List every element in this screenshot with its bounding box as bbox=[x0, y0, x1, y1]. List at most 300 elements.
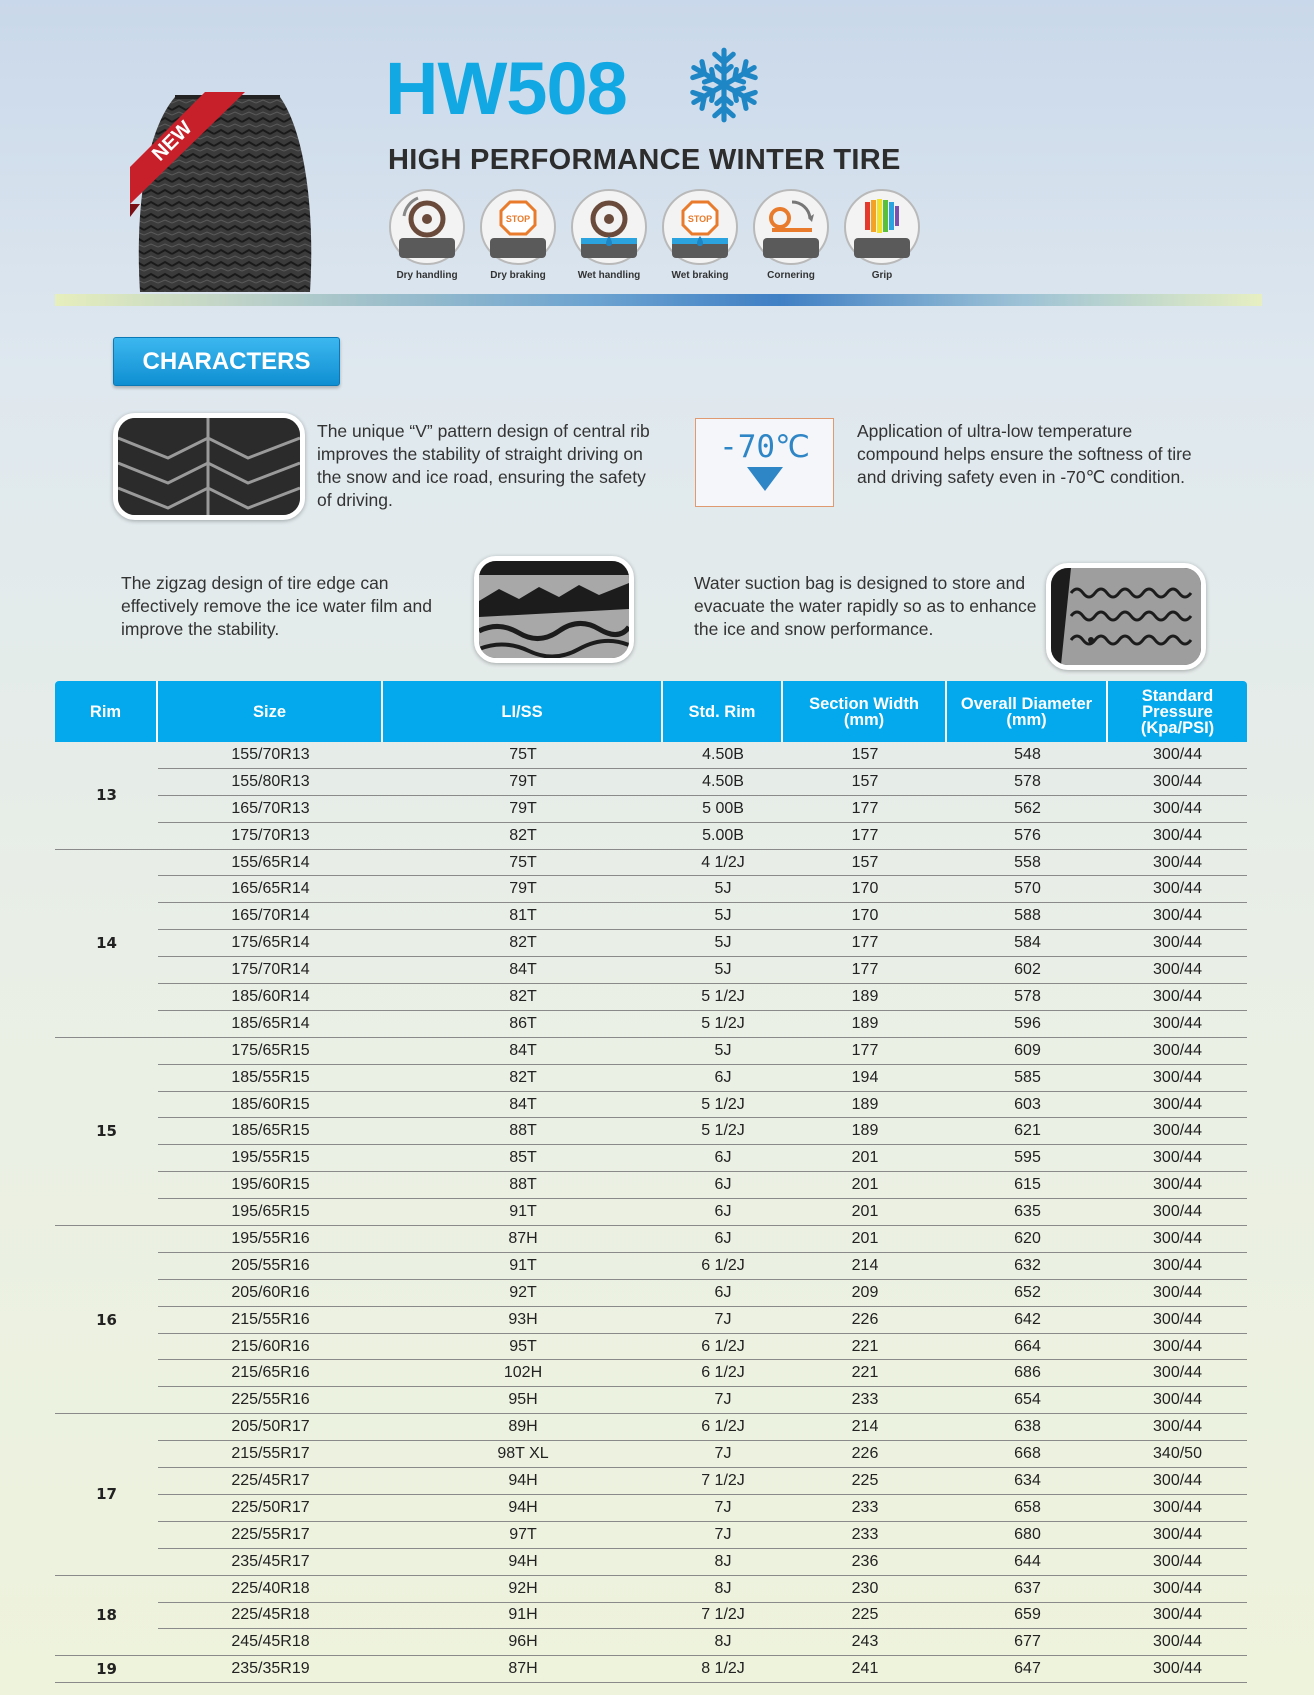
cell-std-rim: 6 1/2J bbox=[663, 1334, 783, 1361]
cell-standard-pressure: 300/44 bbox=[1108, 876, 1247, 903]
cell-li-ss: 84T bbox=[383, 957, 663, 984]
table-row bbox=[55, 1468, 1247, 1495]
cell-overall-diameter: 686 bbox=[947, 1360, 1108, 1387]
cell-size: 165/70R14 bbox=[158, 903, 383, 930]
cell-standard-pressure: 300/44 bbox=[1108, 1495, 1247, 1522]
cell-overall-diameter: 576 bbox=[947, 823, 1108, 850]
table-row bbox=[55, 796, 1247, 823]
cell-standard-pressure: 300/44 bbox=[1108, 796, 1247, 823]
feature-wet-braking bbox=[661, 188, 739, 281]
cell-overall-diameter: 584 bbox=[947, 930, 1108, 957]
cell-section-width: 177 bbox=[783, 930, 947, 957]
cell-standard-pressure: 300/44 bbox=[1108, 984, 1247, 1011]
feature-text-zigzag: The zigzag design of tire edge can effectively remove the ice water film and improve the stability. bbox=[121, 573, 432, 639]
feature-text-v-pattern: The unique “V” pattern design of central rib improves the stability of straight driving on the snow and ice road, ensuring the safety of driving. bbox=[317, 421, 650, 510]
cell-standard-pressure: 300/44 bbox=[1108, 1414, 1247, 1441]
table-row bbox=[55, 1414, 1247, 1441]
cell-standard-pressure: 300/44 bbox=[1108, 1360, 1247, 1387]
cell-std-rim: 5J bbox=[663, 1038, 783, 1065]
cell-overall-diameter: 652 bbox=[947, 1280, 1108, 1307]
cell-standard-pressure: 300/44 bbox=[1108, 742, 1247, 769]
cell-std-rim: 4.50B bbox=[663, 769, 783, 796]
cell-std-rim: 6 1/2J bbox=[663, 1414, 783, 1441]
cell-section-width: 189 bbox=[783, 1092, 947, 1119]
cell-li-ss: 98T XL bbox=[383, 1441, 663, 1468]
cell-size: 155/70R13 bbox=[158, 742, 383, 769]
cell-size: 205/50R17 bbox=[158, 1414, 383, 1441]
feature-label: Dry braking bbox=[490, 270, 546, 281]
column-header-standard-pressure: Standard Pressure (Kpa/PSI) bbox=[1108, 681, 1247, 742]
feature-cornering bbox=[752, 188, 830, 281]
cell-standard-pressure: 300/44 bbox=[1108, 823, 1247, 850]
cell-std-rim: 5 1/2J bbox=[663, 984, 783, 1011]
cell-std-rim: 7 1/2J bbox=[663, 1468, 783, 1495]
cell-size: 195/55R16 bbox=[158, 1226, 383, 1253]
cell-overall-diameter: 578 bbox=[947, 984, 1108, 1011]
cell-rim: 17 bbox=[55, 1414, 158, 1575]
cell-overall-diameter: 562 bbox=[947, 796, 1108, 823]
feature-label: Grip bbox=[871, 270, 893, 281]
cell-size: 185/55R15 bbox=[158, 1065, 383, 1092]
table-row bbox=[55, 1226, 1247, 1253]
table-row bbox=[55, 1603, 1247, 1630]
cell-section-width: 177 bbox=[783, 823, 947, 850]
table-row bbox=[55, 984, 1247, 1011]
cell-section-width: 157 bbox=[783, 769, 947, 796]
cell-size: 225/40R18 bbox=[158, 1576, 383, 1603]
stop-sign-water-icon bbox=[661, 188, 739, 266]
cell-standard-pressure: 300/44 bbox=[1108, 1011, 1247, 1038]
cell-li-ss: 94H bbox=[383, 1549, 663, 1576]
table-row bbox=[55, 1307, 1247, 1334]
cell-standard-pressure: 300/44 bbox=[1108, 1656, 1247, 1683]
cell-overall-diameter: 668 bbox=[947, 1441, 1108, 1468]
cell-li-ss: 87H bbox=[383, 1226, 663, 1253]
cell-overall-diameter: 635 bbox=[947, 1199, 1108, 1226]
cell-std-rim: 7 1/2J bbox=[663, 1603, 783, 1630]
cell-std-rim: 7J bbox=[663, 1495, 783, 1522]
cell-overall-diameter: 603 bbox=[947, 1092, 1108, 1119]
table-row bbox=[55, 1441, 1247, 1468]
cell-size: 205/55R16 bbox=[158, 1253, 383, 1280]
table-row bbox=[55, 1576, 1247, 1603]
cell-section-width: 214 bbox=[783, 1414, 947, 1441]
cell-li-ss: 81T bbox=[383, 903, 663, 930]
table-row bbox=[55, 1549, 1247, 1576]
cell-rim: 16 bbox=[55, 1226, 158, 1414]
cell-overall-diameter: 588 bbox=[947, 903, 1108, 930]
temperature-badge bbox=[695, 418, 834, 507]
cell-section-width: 233 bbox=[783, 1387, 947, 1414]
cell-li-ss: 82T bbox=[383, 930, 663, 957]
svg-text:STOP: STOP bbox=[687, 214, 713, 224]
cell-std-rim: 7J bbox=[663, 1307, 783, 1334]
table-row bbox=[55, 957, 1247, 984]
table-header-row bbox=[55, 681, 1247, 742]
cell-std-rim: 6 1/2J bbox=[663, 1360, 783, 1387]
spec-table bbox=[55, 681, 1247, 1683]
feature-text-water-suction: Water suction bag is designed to store and evacuate the water rapidly so as to enhance the ice and snow performance. bbox=[694, 573, 1037, 639]
temperature-value: -70℃ bbox=[719, 429, 810, 465]
cell-size: 175/70R14 bbox=[158, 957, 383, 984]
table-row bbox=[55, 903, 1247, 930]
cell-size: 185/60R14 bbox=[158, 984, 383, 1011]
column-header-size: Size bbox=[158, 681, 383, 742]
feature-label: Dry handling bbox=[396, 270, 458, 281]
cell-li-ss: 75T bbox=[383, 850, 663, 877]
feature-wet-handling bbox=[570, 188, 648, 281]
snowflake-icon bbox=[683, 44, 765, 126]
cell-section-width: 241 bbox=[783, 1656, 947, 1683]
table-row bbox=[55, 1118, 1247, 1145]
cell-std-rim: 5 1/2J bbox=[663, 1092, 783, 1119]
cell-standard-pressure: 300/44 bbox=[1108, 1118, 1247, 1145]
cell-std-rim: 8 1/2J bbox=[663, 1656, 783, 1683]
table-row bbox=[55, 1011, 1247, 1038]
cell-size: 195/60R15 bbox=[158, 1172, 383, 1199]
tire-image bbox=[130, 92, 315, 292]
cell-standard-pressure: 300/44 bbox=[1108, 1522, 1247, 1549]
cell-size: 155/65R14 bbox=[158, 850, 383, 877]
table-row bbox=[55, 1522, 1247, 1549]
cell-section-width: 225 bbox=[783, 1468, 947, 1495]
feature-icons bbox=[388, 188, 928, 284]
cell-std-rim: 6 1/2J bbox=[663, 1253, 783, 1280]
cell-section-width: 226 bbox=[783, 1307, 947, 1334]
cell-size: 175/65R15 bbox=[158, 1038, 383, 1065]
cell-size: 155/80R13 bbox=[158, 769, 383, 796]
cell-li-ss: 94H bbox=[383, 1468, 663, 1495]
cell-section-width: 189 bbox=[783, 1118, 947, 1145]
cell-size: 225/55R17 bbox=[158, 1522, 383, 1549]
cell-section-width: 233 bbox=[783, 1522, 947, 1549]
cell-standard-pressure: 300/44 bbox=[1108, 930, 1247, 957]
grip-icon bbox=[843, 188, 921, 266]
cell-size: 175/65R14 bbox=[158, 930, 383, 957]
cell-overall-diameter: 647 bbox=[947, 1656, 1108, 1683]
cell-size: 185/65R14 bbox=[158, 1011, 383, 1038]
table-row bbox=[55, 1656, 1247, 1683]
cell-li-ss: 82T bbox=[383, 1065, 663, 1092]
cell-size: 185/60R15 bbox=[158, 1092, 383, 1119]
cell-section-width: 225 bbox=[783, 1603, 947, 1630]
table-row bbox=[55, 1038, 1247, 1065]
feature-text-low-temp: Application of ultra-low temperature compound helps ensure the softness of tire and driving safety even in -70℃ condition. bbox=[857, 421, 1192, 487]
cell-standard-pressure: 300/44 bbox=[1108, 1629, 1247, 1656]
cell-overall-diameter: 595 bbox=[947, 1145, 1108, 1172]
cell-li-ss: 82T bbox=[383, 823, 663, 850]
table-row bbox=[55, 742, 1247, 769]
cell-overall-diameter: 570 bbox=[947, 876, 1108, 903]
column-header-std-rim: Std. Rim bbox=[663, 681, 783, 742]
cell-li-ss: 94H bbox=[383, 1495, 663, 1522]
table-row bbox=[55, 1092, 1247, 1119]
cell-std-rim: 5J bbox=[663, 957, 783, 984]
column-header-section-width: Section Width (mm) bbox=[783, 681, 947, 742]
table-row bbox=[55, 1629, 1247, 1656]
cell-section-width: 177 bbox=[783, 957, 947, 984]
cell-overall-diameter: 558 bbox=[947, 850, 1108, 877]
model-title: HW508 bbox=[385, 47, 627, 130]
cell-size: 175/70R13 bbox=[158, 823, 383, 850]
cell-std-rim: 6J bbox=[663, 1199, 783, 1226]
cell-section-width: 157 bbox=[783, 742, 947, 769]
steering-wheel-icon bbox=[388, 188, 466, 266]
cell-rim: 14 bbox=[55, 850, 158, 1038]
cell-li-ss: 75T bbox=[383, 742, 663, 769]
cell-std-rim: 8J bbox=[663, 1629, 783, 1656]
down-arrow-icon bbox=[747, 467, 783, 491]
cell-standard-pressure: 300/44 bbox=[1108, 1387, 1247, 1414]
table-row bbox=[55, 876, 1247, 903]
cell-std-rim: 4.50B bbox=[663, 742, 783, 769]
cell-std-rim: 8J bbox=[663, 1549, 783, 1576]
cell-size: 195/65R15 bbox=[158, 1199, 383, 1226]
cell-std-rim: 5J bbox=[663, 930, 783, 957]
cell-section-width: 194 bbox=[783, 1065, 947, 1092]
table-row bbox=[55, 850, 1247, 877]
cell-section-width: 170 bbox=[783, 876, 947, 903]
cell-section-width: 226 bbox=[783, 1441, 947, 1468]
cell-standard-pressure: 300/44 bbox=[1108, 1603, 1247, 1630]
cell-standard-pressure: 300/44 bbox=[1108, 1038, 1247, 1065]
cell-overall-diameter: 680 bbox=[947, 1522, 1108, 1549]
cell-std-rim: 8J bbox=[663, 1576, 783, 1603]
table-row bbox=[55, 769, 1247, 796]
cell-standard-pressure: 300/44 bbox=[1108, 1253, 1247, 1280]
spec-table-body bbox=[55, 742, 1247, 1683]
cell-overall-diameter: 658 bbox=[947, 1495, 1108, 1522]
table-row bbox=[55, 1334, 1247, 1361]
feature-label: Wet braking bbox=[671, 270, 729, 281]
cell-standard-pressure: 300/44 bbox=[1108, 957, 1247, 984]
cornering-icon bbox=[752, 188, 830, 266]
cell-overall-diameter: 620 bbox=[947, 1226, 1108, 1253]
cell-li-ss: 79T bbox=[383, 769, 663, 796]
cell-size: 185/65R15 bbox=[158, 1118, 383, 1145]
feature-label: Wet handling bbox=[577, 270, 641, 281]
cell-overall-diameter: 634 bbox=[947, 1468, 1108, 1495]
cell-overall-diameter: 596 bbox=[947, 1011, 1108, 1038]
cell-section-width: 189 bbox=[783, 1011, 947, 1038]
cell-std-rim: 5J bbox=[663, 903, 783, 930]
cell-size: 225/50R17 bbox=[158, 1495, 383, 1522]
cell-li-ss: 85T bbox=[383, 1145, 663, 1172]
table-row bbox=[55, 1145, 1247, 1172]
cell-size: 215/55R17 bbox=[158, 1441, 383, 1468]
cell-size: 235/35R19 bbox=[158, 1656, 383, 1683]
cell-section-width: 209 bbox=[783, 1280, 947, 1307]
table-row bbox=[55, 1495, 1247, 1522]
cell-li-ss: 88T bbox=[383, 1172, 663, 1199]
feature-dry-handling bbox=[388, 188, 466, 281]
cell-li-ss: 93H bbox=[383, 1307, 663, 1334]
cell-li-ss: 97T bbox=[383, 1522, 663, 1549]
cell-standard-pressure: 300/44 bbox=[1108, 1280, 1247, 1307]
water-suction-image bbox=[1046, 563, 1206, 670]
cell-section-width: 230 bbox=[783, 1576, 947, 1603]
cell-li-ss: 95H bbox=[383, 1387, 663, 1414]
column-header-li-ss: LI/SS bbox=[383, 681, 663, 742]
cell-overall-diameter: 677 bbox=[947, 1629, 1108, 1656]
table-row bbox=[55, 1065, 1247, 1092]
cell-section-width: 170 bbox=[783, 903, 947, 930]
cell-standard-pressure: 300/44 bbox=[1108, 1226, 1247, 1253]
cell-std-rim: 6J bbox=[663, 1226, 783, 1253]
cell-std-rim: 6J bbox=[663, 1145, 783, 1172]
cell-li-ss: 92H bbox=[383, 1576, 663, 1603]
cell-section-width: 243 bbox=[783, 1629, 947, 1656]
cell-standard-pressure: 300/44 bbox=[1108, 850, 1247, 877]
cell-standard-pressure: 300/44 bbox=[1108, 1307, 1247, 1334]
cell-standard-pressure: 300/44 bbox=[1108, 1172, 1247, 1199]
cell-size: 195/55R15 bbox=[158, 1145, 383, 1172]
cell-size: 215/60R16 bbox=[158, 1334, 383, 1361]
column-header-overall-diameter: Overall Diameter (mm) bbox=[947, 681, 1108, 742]
cell-standard-pressure: 300/44 bbox=[1108, 1576, 1247, 1603]
table-row bbox=[55, 1172, 1247, 1199]
characters-heading: CHARACTERS bbox=[113, 337, 340, 386]
cell-standard-pressure: 300/44 bbox=[1108, 1145, 1247, 1172]
cell-rim: 18 bbox=[55, 1576, 158, 1657]
table-row bbox=[55, 1280, 1247, 1307]
cell-overall-diameter: 644 bbox=[947, 1549, 1108, 1576]
cell-li-ss: 84T bbox=[383, 1038, 663, 1065]
cell-li-ss: 87H bbox=[383, 1656, 663, 1683]
cell-standard-pressure: 300/44 bbox=[1108, 769, 1247, 796]
cell-section-width: 177 bbox=[783, 796, 947, 823]
table-row bbox=[55, 1387, 1247, 1414]
cell-section-width: 201 bbox=[783, 1199, 947, 1226]
cell-std-rim: 6J bbox=[663, 1065, 783, 1092]
cell-li-ss: 92T bbox=[383, 1280, 663, 1307]
cell-size: 225/55R16 bbox=[158, 1387, 383, 1414]
cell-overall-diameter: 632 bbox=[947, 1253, 1108, 1280]
table-row bbox=[55, 1360, 1247, 1387]
zigzag-edge-image bbox=[474, 556, 634, 663]
cell-overall-diameter: 602 bbox=[947, 957, 1108, 984]
cell-std-rim: 7J bbox=[663, 1441, 783, 1468]
cell-overall-diameter: 642 bbox=[947, 1307, 1108, 1334]
cell-li-ss: 91H bbox=[383, 1603, 663, 1630]
column-header-rim: Rim bbox=[55, 681, 158, 742]
table-row bbox=[55, 1253, 1247, 1280]
subtitle: HIGH PERFORMANCE WINTER TIRE bbox=[388, 144, 901, 176]
cell-section-width: 214 bbox=[783, 1253, 947, 1280]
steering-wheel-water-icon bbox=[570, 188, 648, 266]
cell-section-width: 201 bbox=[783, 1226, 947, 1253]
cell-rim: 13 bbox=[55, 742, 158, 850]
cell-section-width: 233 bbox=[783, 1495, 947, 1522]
cell-overall-diameter: 578 bbox=[947, 769, 1108, 796]
cell-std-rim: 5 00B bbox=[663, 796, 783, 823]
cell-std-rim: 6J bbox=[663, 1280, 783, 1307]
cell-overall-diameter: 654 bbox=[947, 1387, 1108, 1414]
svg-text:STOP: STOP bbox=[505, 214, 531, 224]
cell-size: 235/45R17 bbox=[158, 1549, 383, 1576]
cell-overall-diameter: 609 bbox=[947, 1038, 1108, 1065]
cell-standard-pressure: 300/44 bbox=[1108, 1334, 1247, 1361]
cell-section-width: 221 bbox=[783, 1334, 947, 1361]
cell-std-rim: 7J bbox=[663, 1522, 783, 1549]
cell-std-rim: 4 1/2J bbox=[663, 850, 783, 877]
cell-li-ss: 86T bbox=[383, 1011, 663, 1038]
cell-section-width: 236 bbox=[783, 1549, 947, 1576]
cell-overall-diameter: 548 bbox=[947, 742, 1108, 769]
table-row bbox=[55, 823, 1247, 850]
cell-overall-diameter: 638 bbox=[947, 1414, 1108, 1441]
feature-grip bbox=[843, 188, 921, 281]
cell-li-ss: 96H bbox=[383, 1629, 663, 1656]
cell-section-width: 221 bbox=[783, 1360, 947, 1387]
cell-section-width: 189 bbox=[783, 984, 947, 1011]
cell-li-ss: 79T bbox=[383, 876, 663, 903]
cell-standard-pressure: 300/44 bbox=[1108, 1092, 1247, 1119]
cell-li-ss: 102H bbox=[383, 1360, 663, 1387]
table-row bbox=[55, 930, 1247, 957]
cell-standard-pressure: 300/44 bbox=[1108, 903, 1247, 930]
stop-sign-icon bbox=[479, 188, 557, 266]
cell-size: 225/45R17 bbox=[158, 1468, 383, 1495]
cell-size: 205/60R16 bbox=[158, 1280, 383, 1307]
cell-li-ss: 88T bbox=[383, 1118, 663, 1145]
cell-standard-pressure: 300/44 bbox=[1108, 1199, 1247, 1226]
cell-std-rim: 5 1/2J bbox=[663, 1011, 783, 1038]
cell-size: 165/65R14 bbox=[158, 876, 383, 903]
cell-std-rim: 5 1/2J bbox=[663, 1118, 783, 1145]
cell-std-rim: 7J bbox=[663, 1387, 783, 1414]
cell-std-rim: 5J bbox=[663, 876, 783, 903]
cell-size: 225/45R18 bbox=[158, 1603, 383, 1630]
divider-bar bbox=[55, 294, 1262, 306]
cell-section-width: 201 bbox=[783, 1145, 947, 1172]
cell-size: 165/70R13 bbox=[158, 796, 383, 823]
cell-li-ss: 84T bbox=[383, 1092, 663, 1119]
cell-rim: 15 bbox=[55, 1038, 158, 1226]
cell-std-rim: 6J bbox=[663, 1172, 783, 1199]
cell-li-ss: 89H bbox=[383, 1414, 663, 1441]
cell-section-width: 177 bbox=[783, 1038, 947, 1065]
cell-standard-pressure: 300/44 bbox=[1108, 1468, 1247, 1495]
cell-size: 215/55R16 bbox=[158, 1307, 383, 1334]
cell-section-width: 201 bbox=[783, 1172, 947, 1199]
feature-dry-braking bbox=[479, 188, 557, 281]
cell-li-ss: 91T bbox=[383, 1253, 663, 1280]
tread-v-pattern-image bbox=[113, 413, 305, 520]
cell-standard-pressure: 300/44 bbox=[1108, 1065, 1247, 1092]
new-badge: NEW bbox=[147, 116, 197, 166]
table-row bbox=[55, 1199, 1247, 1226]
cell-rim: 19 bbox=[55, 1656, 158, 1683]
cell-standard-pressure: 340/50 bbox=[1108, 1441, 1247, 1468]
cell-li-ss: 95T bbox=[383, 1334, 663, 1361]
cell-overall-diameter: 659 bbox=[947, 1603, 1108, 1630]
cell-overall-diameter: 621 bbox=[947, 1118, 1108, 1145]
cell-overall-diameter: 585 bbox=[947, 1065, 1108, 1092]
cell-overall-diameter: 664 bbox=[947, 1334, 1108, 1361]
cell-std-rim: 5.00B bbox=[663, 823, 783, 850]
feature-label: Cornering bbox=[767, 270, 815, 281]
cell-size: 215/65R16 bbox=[158, 1360, 383, 1387]
cell-li-ss: 91T bbox=[383, 1199, 663, 1226]
cell-section-width: 157 bbox=[783, 850, 947, 877]
cell-standard-pressure: 300/44 bbox=[1108, 1549, 1247, 1576]
cell-li-ss: 79T bbox=[383, 796, 663, 823]
cell-size: 245/45R18 bbox=[158, 1629, 383, 1656]
cell-overall-diameter: 637 bbox=[947, 1576, 1108, 1603]
cell-overall-diameter: 615 bbox=[947, 1172, 1108, 1199]
cell-li-ss: 82T bbox=[383, 984, 663, 1011]
